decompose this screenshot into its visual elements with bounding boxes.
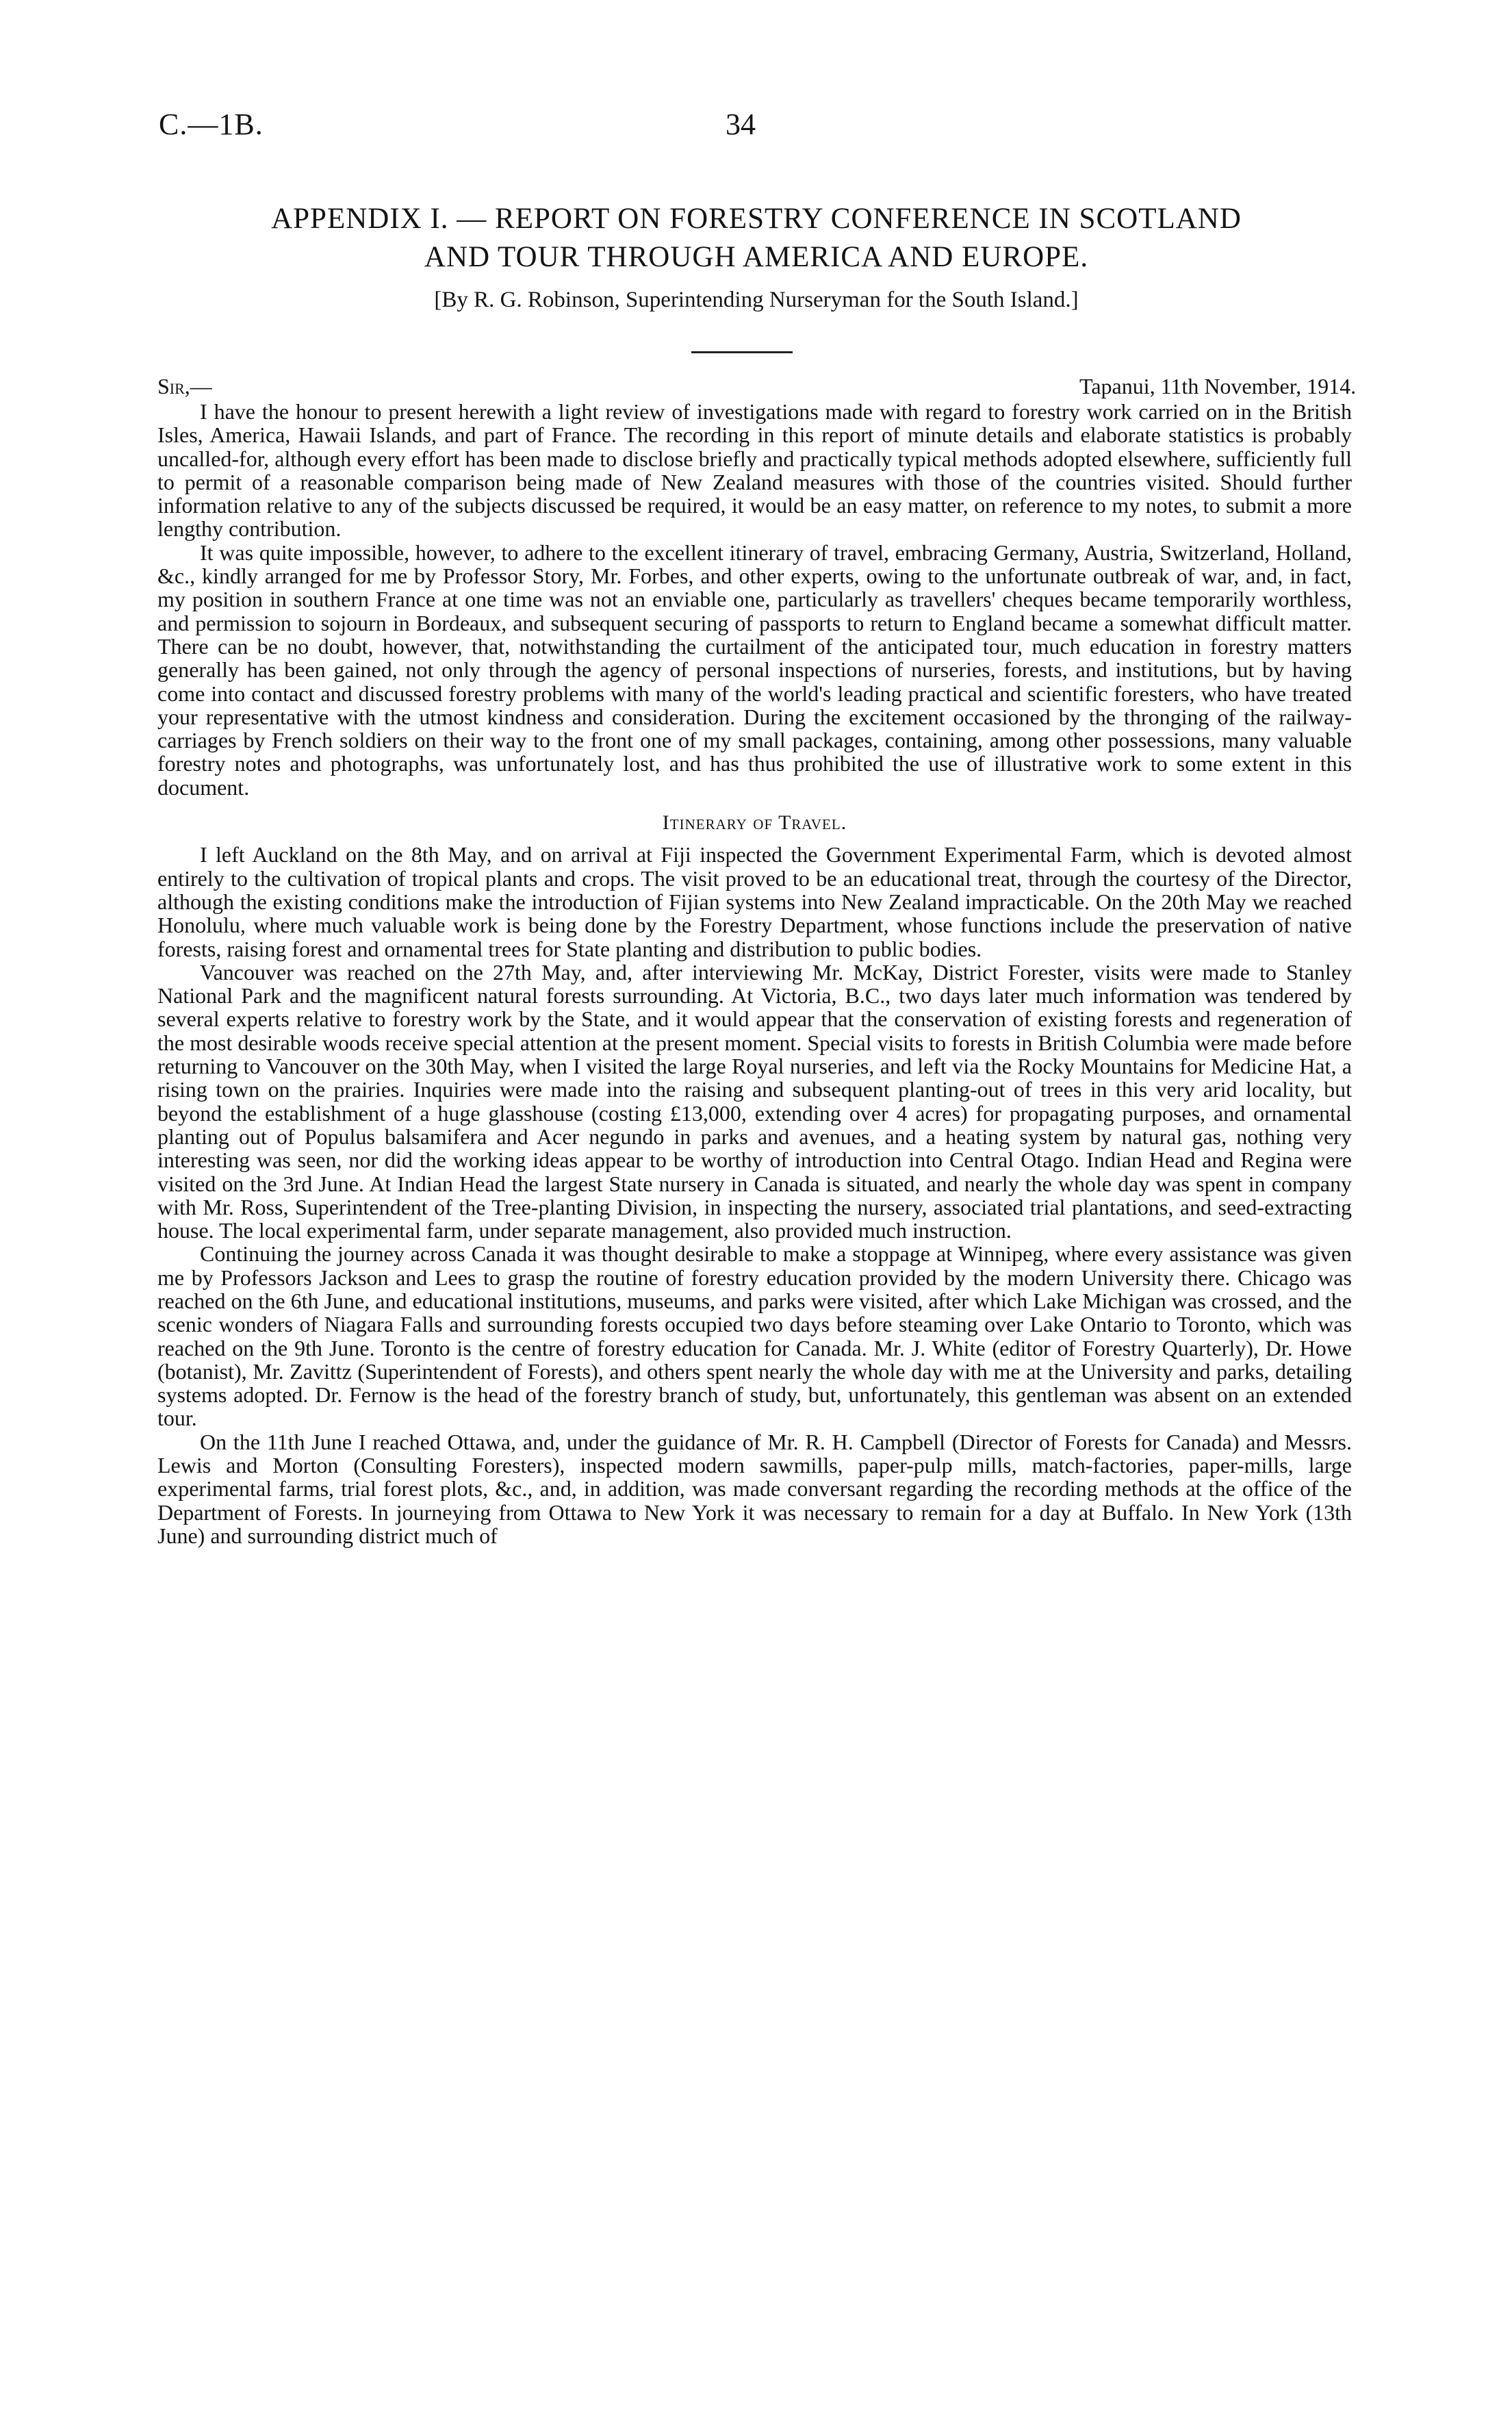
itinerary-heading: Itinerary of Travel. — [662, 811, 847, 835]
letter-paragraph-2: It was quite impossible, however, to adhere to the excellent itinerary of travel, embracing Germany, Austria, Switzerland, Holland, &c., kindly arranged for me by Professor Story, Mr. Forbes, and other experts, owing to the unfortunate outbreak of war, and, in fact, my position in southern France at one time was not an enviable one, particularly as travellers' cheques became temporarily worthless, and permission to sojourn in Bordeaux, and subsequent securing of passports to return to England became a somewhat difficult matter. There can be no doubt, however, that, notwithstanding the curtailment of the anticipated tour, much education in forestry matters generally has been gained, not only through the agency of personal inspections of nurseries, forests, and institutions, but by having come into contact and discussed forestry problems with many of the world's leading practical and scientific foresters, who have treated your representative with the utmost kindness and consideration. During the excitement occasioned by the thronging of the railway-carriages by French soldiers on their way to the front one of my small packages, containing, among other possessions, many valuable forestry notes and photographs, was unfortunately lost, and has thus prohibited the use of illustrative work to some extent in this document. — [157, 540, 1352, 800]
section-divider — [691, 351, 793, 353]
letter-paragraph-1: I have the honour to present herewith a light review of investigations made with regard to forestry work carried on in the British Isles, America, Hawaii Islands, and part of France. The recording in this report of minute details and elaborate statistics is probably uncalled-for, although every effort has been made to disclose briefly and practically typical methods adopted elsewhere, sufficiently full to permit of a reasonable comparison being made of New Zealand measures with those of the countries visited. Should further information relative to any of the subjects discussed be required, it would be an easy matter, on reference to my notes, to submit a more lengthy contribution. — [157, 399, 1352, 542]
dateline: Tapanui, 11th November, 1914. — [1079, 374, 1357, 398]
report-body — [157, 400, 1352, 1547]
appendix-title-line-2: AND TOUR THROUGH AMERICA AND EUROPE. — [424, 241, 1089, 273]
itinerary-paragraph-2: Vancouver was reached on the 27th May, and, after interviewing Mr. McKay, District Forester, visits were made to Stanley National Park and the magnificent natural forests surrounding. At Victoria, B.C., two days later much information was tendered by several experts relative to forestry work by the State, and it would appear that the conservation of existing forests and regeneration of the most desirable woods receive special attention at the present moment. Special visits to forests in British Columbia were made before returning to Vancouver on the 30th May, when I visited the large Royal nurseries, and left via the Rocky Mountains for Medicine Hat, a rising town on the prairies. Inquiries were made into the raising and subsequent planting-out of trees in this very arid locality, but beyond the establishment of a huge glasshouse (costing £13,000, extending over 4 acres) for propagating purposes, and ornamental planting out of Populus balsamifera and Acer negundo in parks and avenues, and a heating system by natural gas, nothing very interesting was seen, nor did the working ideas appear to be worthy of introduction into Central Otago. Indian Head and Regina were visited on the 3rd June. At Indian Head the largest State nursery in Canada is situated, and nearly the whole day was spent in company with Mr. Ross, Superintendent of the Tree-planting Division, in inspecting the nursery, associated trial plantations, and seed-extracting house. The local experimental farm, under separate management, also provided much instruction. — [157, 959, 1352, 1243]
appendix-title-line-1: APPENDIX I. — REPORT ON FORESTRY CONFERENCE IN SCOTLAND — [271, 203, 1242, 235]
itinerary-paragraph-4: On the 11th June I reached Ottawa, and, under the guidance of Mr. R. H. Campbell (Director of Forests for Canada) and Messrs. Lewis and Morton (Consulting Foresters), inspected modern sawmills, paper-pulp mills, match-factories, paper-mills, large experimental farms, trial forest plots, &c., and, in addition, was made conversant regarding the recording methods at the office of the Department of Forests. In journeying from Ottawa to New York it was necessary to remain for a day at Buffalo. In New York (13th June) and surrounding district much of — [157, 1429, 1352, 1548]
salutation: Sir,— — [157, 374, 212, 398]
document-reference: C.—1B. — [159, 107, 264, 141]
appendix-title — [151, 200, 1362, 277]
author-byline: [By R. G. Robinson, Superintending Nurseryman for the South Island.] — [434, 288, 1079, 312]
page-number: 34 — [726, 107, 756, 141]
itinerary-paragraph-1: I left Auckland on the 8th May, and on arrival at Fiji inspected the Government Experimental Farm, which is devoted almost entirely to the cultivation of tropical plants and crops. The visit proved to be an educational treat, through the courtesy of the Director, although the existing conditions make the introduction of Fijian systems into New Zealand impracticable. On the 20th May we reached Honolulu, where much valuable work is being done by the Forestry Department, whose functions include the preservation of native forests, raising forest and ornamental trees for State planting and distribution to public bodies. — [157, 842, 1352, 961]
itinerary-paragraph-3: Continuing the journey across Canada it was thought desirable to make a stoppage at Winnipeg, where every assistance was given me by Professors Jackson and Lees to grasp the routine of forestry education provided by the modern University there. Chicago was reached on the 6th June, and educational institutions, museums, and parks were visited, after which Lake Michigan was crossed, and the scenic wonders of Niagara Falls and surrounding forests occupied two days before steaming over Lake Ontario to Toronto, which was reached on the 9th June. Toronto is the centre of forestry education for Canada. Mr. J. White (editor of Forestry Quarterly), Dr. Howe (botanist), Mr. Zavittz (Superintendent of Forests), and others spent nearly the whole day with me at the University and parks, detailing systems adopted. Dr. Fernow is the head of the forestry branch of study, but, unfortunately, this gentleman was absent on an extended tour. — [157, 1241, 1352, 1431]
